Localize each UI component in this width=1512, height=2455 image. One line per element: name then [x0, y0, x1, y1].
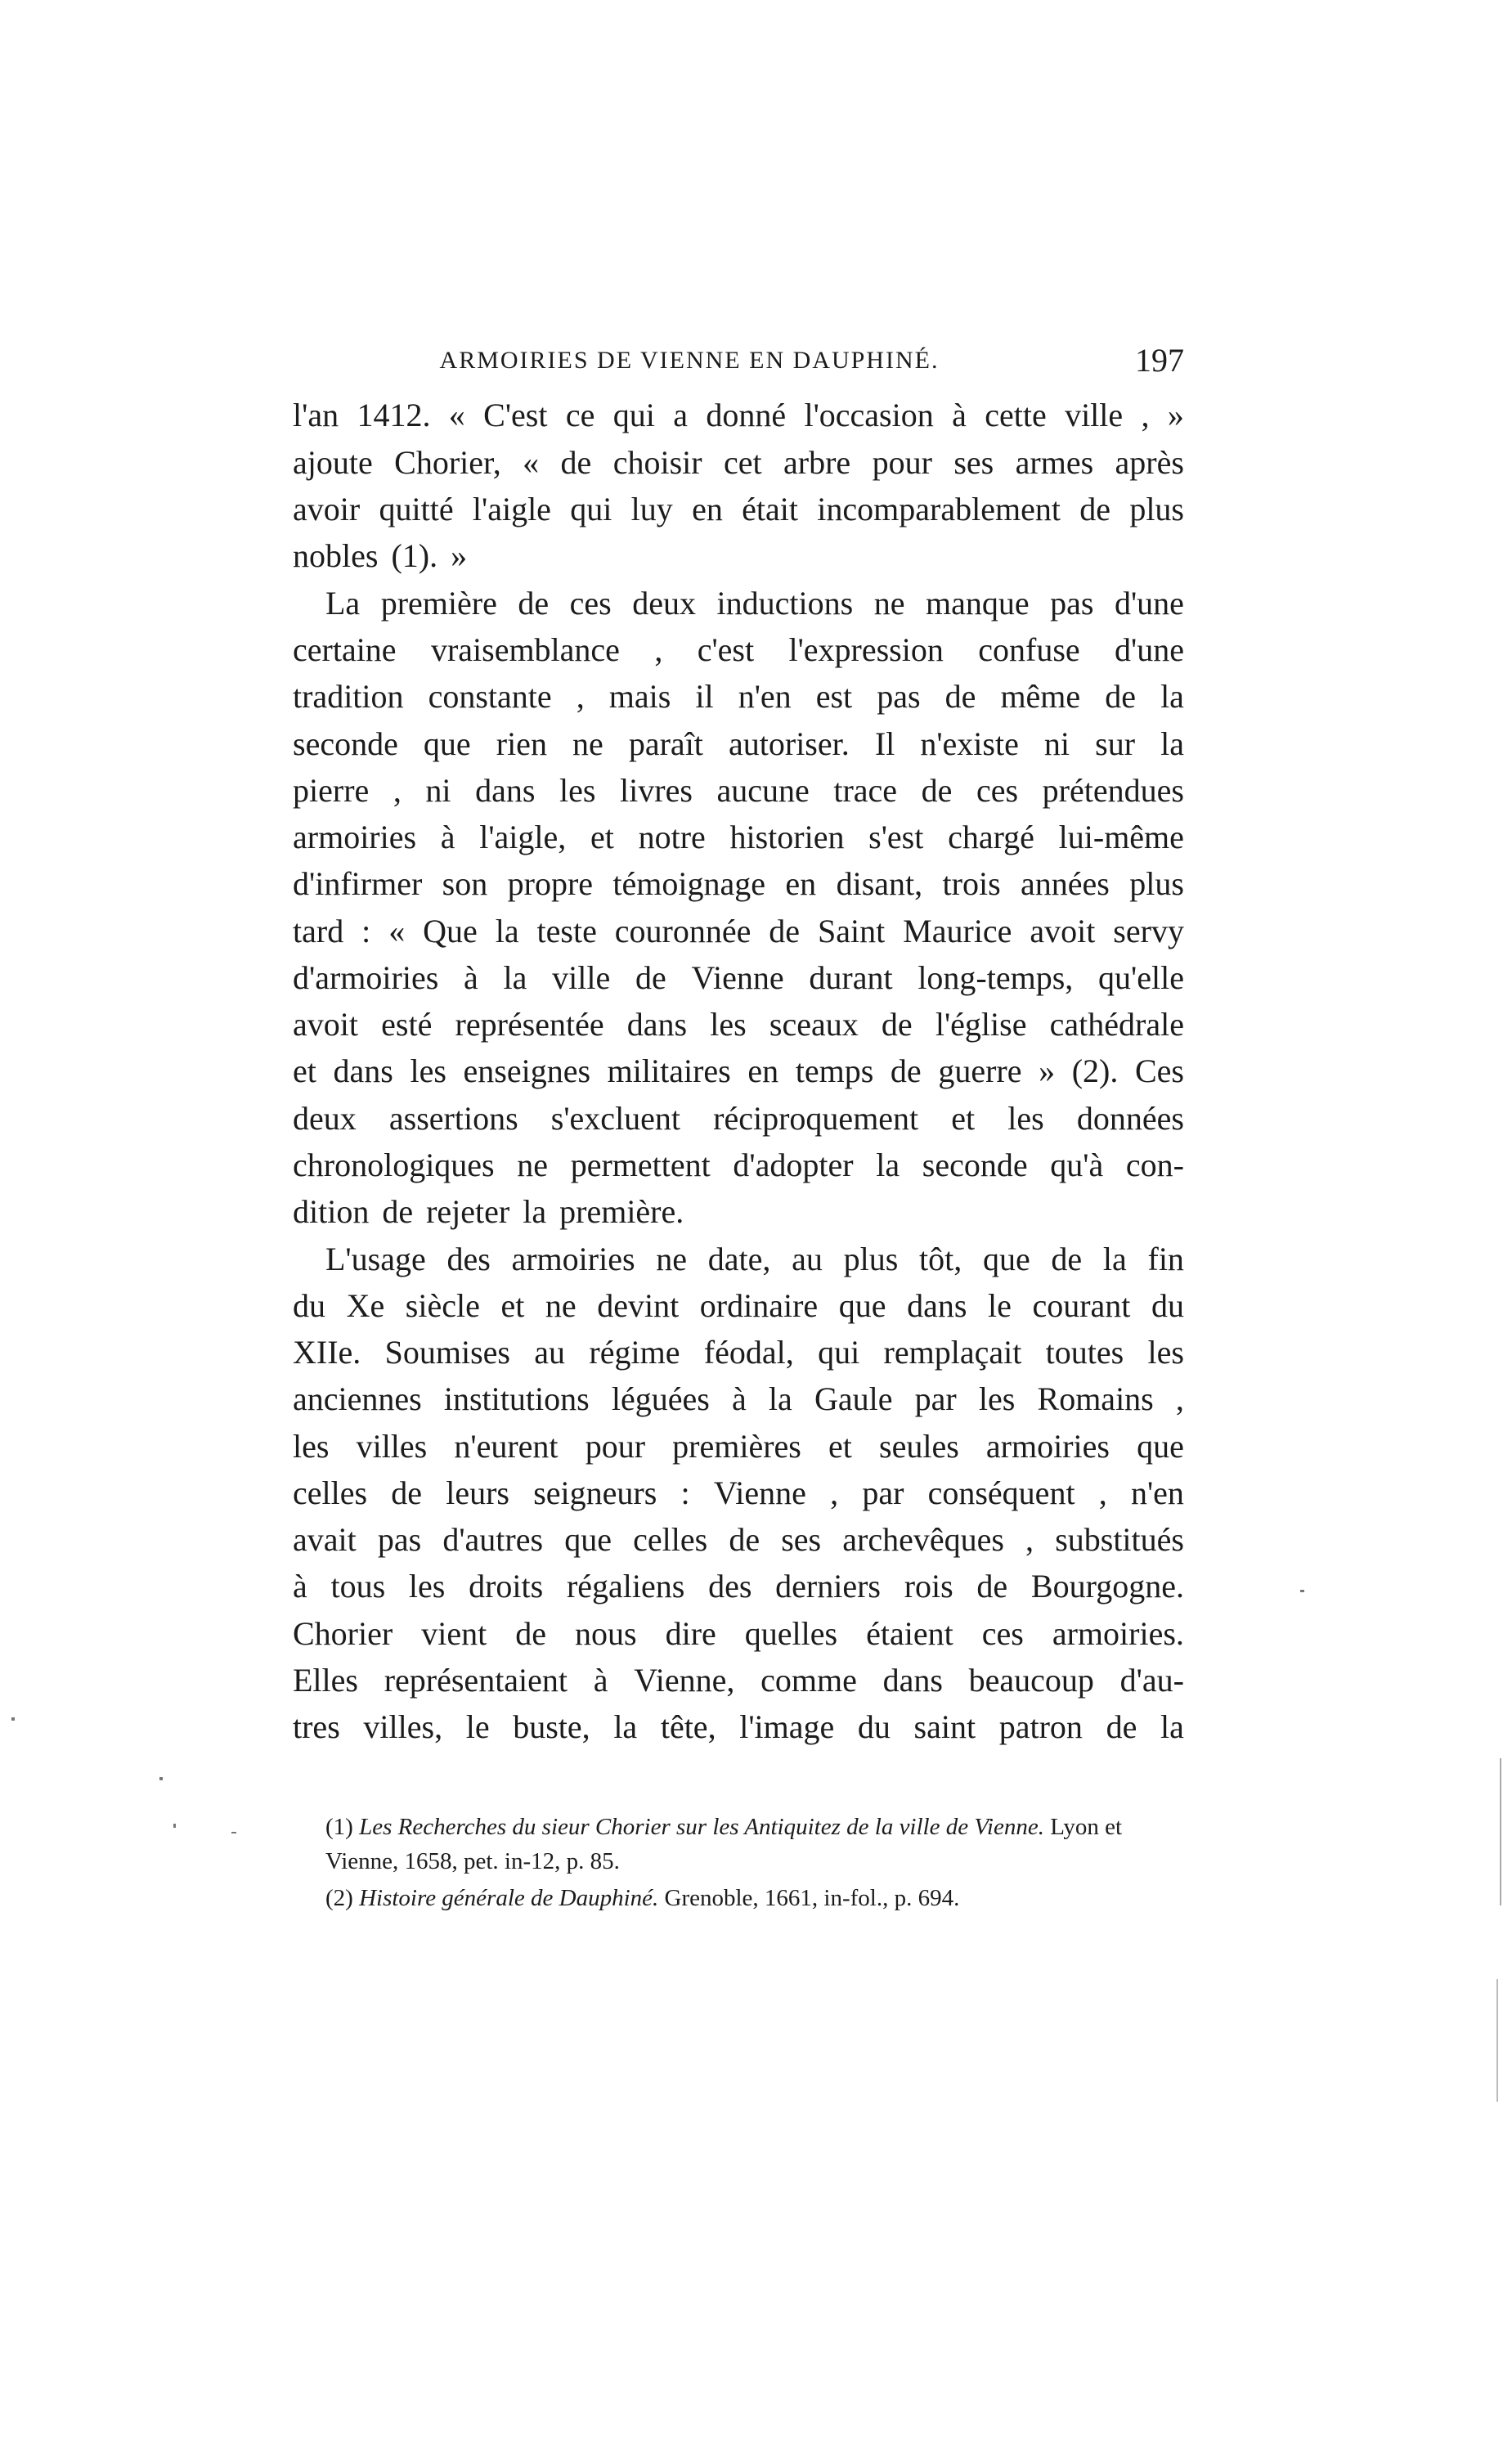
text-line: avoit esté représentée dans les sceaux de l'église cathédrale — [293, 1006, 1184, 1043]
text-line: L'usage des armoiries ne date, au plus tôt, que de la fin — [325, 1241, 1184, 1277]
text-line: du Xe siècle et ne devint ordinaire que dans le courant du — [293, 1287, 1184, 1324]
text-line: tradition constante , mais il n'en est pas de même de la — [293, 678, 1184, 715]
text-line: armoiries à l'aigle, et notre historien s'est chargé lui-même — [293, 819, 1184, 855]
text-line: dition de rejeter la première. — [293, 1193, 684, 1230]
text-line: avoir quitté l'aigle qui luy en était incomparablement de plus — [293, 491, 1184, 527]
text-line: les villes n'eurent pour premières et seules armoiries que — [293, 1428, 1184, 1465]
text-line: tres villes, le buste, la tête, l'image du saint patron de la — [293, 1708, 1184, 1745]
text-line: ajoute Chorier, « de choisir cet arbre pour ses armes après — [293, 444, 1184, 481]
text-line: l'an 1412. « C'est ce qui a donné l'occasion à cette ville , » — [293, 397, 1184, 433]
text-line: et dans les enseignes militaires en temps de guerre » (2). Ces — [293, 1052, 1184, 1089]
text-line: seconde que rien ne paraît autoriser. Il n'existe ni sur la — [293, 725, 1184, 762]
text-line: anciennes institutions léguées à la Gaule par les Romains , — [293, 1380, 1184, 1417]
scan-speck — [231, 1832, 236, 1833]
footnote-mark: (1) — [325, 1814, 360, 1840]
running-head-title: ARMOIRIES DE VIENNE EN DAUPHINÉ. — [439, 347, 940, 374]
text-line: avait pas d'autres que celles de ses archevêques , substitués — [293, 1521, 1184, 1558]
text-line: d'infirmer son propre témoignage en disant, trois années plus — [293, 865, 1184, 902]
text-line: d'armoiries à la ville de Vienne durant long-temps, qu'elle — [293, 959, 1184, 996]
text-line: Chorier vient de nous dire quelles étaient ces armoiries. — [293, 1615, 1184, 1652]
footnote-title: Les Recherches du sieur Chorier sur les Antiquitez de la ville de Vienne. — [359, 1814, 1044, 1840]
scan-speck — [11, 1717, 15, 1721]
scan-speck — [1496, 1979, 1498, 2102]
text-line: à tous les droits régaliens des derniers rois de Bourgogne. — [293, 1568, 1184, 1605]
footnote-mark: (2) — [325, 1885, 360, 1911]
text-line: La première de ces deux inductions ne manque pas d'une — [325, 585, 1184, 622]
page-number: 197 — [1135, 342, 1184, 379]
text-line: deux assertions s'excluent réciproquement et les données — [293, 1100, 1184, 1137]
scan-speck — [1500, 1758, 1501, 1905]
text-line: nobles (1). » — [293, 537, 468, 574]
footnote-rest: Lyon et Vienne, 1658, pet. in-12, p. 85. — [325, 1814, 1123, 1874]
footnote-title: Histoire générale de Dauphiné. — [359, 1885, 659, 1911]
scan-speck — [159, 1777, 163, 1780]
scan-speck — [173, 1824, 176, 1828]
scan-speck — [1300, 1590, 1304, 1592]
running-head — [293, 340, 1184, 381]
text-line: XIIe. Soumises au régime féodal, qui remplaçait toutes les — [293, 1334, 1184, 1371]
text-line: Elles représentaient à Vienne, comme dans beaucoup d'au- — [293, 1662, 1184, 1699]
footnote-2 — [325, 1881, 1217, 1915]
text-line: certaine vraisemblance , c'est l'expression confuse d'une — [293, 631, 1184, 668]
text-line: celles de leurs seigneurs : Vienne , par conséquent , n'en — [293, 1474, 1184, 1511]
footnote-1 — [325, 1810, 1184, 1878]
text-line: chronologiques ne permettent d'adopter la seconde qu'à con- — [293, 1147, 1184, 1183]
text-line: tard : « Que la teste couronnée de Saint Maurice avoit servy — [293, 913, 1184, 949]
text-line: pierre , ni dans les livres aucune trace de ces prétendues — [293, 772, 1184, 809]
footnote-rest: Grenoble, 1661, in-fol., p. 694. — [658, 1885, 960, 1911]
